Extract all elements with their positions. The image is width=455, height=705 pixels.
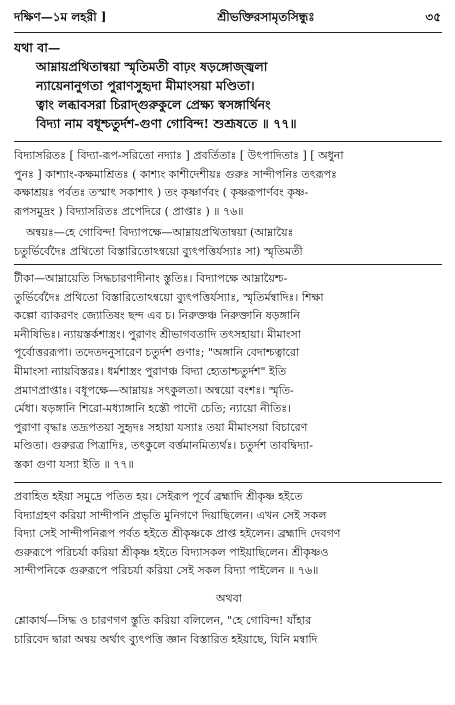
verse-intro: যথা বা—	[14, 40, 61, 55]
tika-block	[14, 270, 444, 475]
tika-line: প্রমাণপ্রাপ্তাঃ। বধূপক্ষে—আম্নায়ঃ সৎকুলতা। অন্বয়ো বংশঃ। স্মৃতি-	[14, 383, 294, 397]
anvaya-line: অন্বয়ঃ—হে গোবিন্দ! বিদ্যাপক্ষে—আম্নায়প্রথিতান্বয়া (আম্নায়ৈঃ	[26, 226, 294, 239]
prose-line: বিদ্যাসরিতঃ [ বিদ্যা-রূপ-সরিতো নদ্যাঃ ] প্রবর্তিতাঃ [ উৎপাদিতাঃ ] [ অধুনা	[14, 149, 344, 162]
prose-line: রূপসমুদ্রং ) বিদ্যাসরিতঃ প্রপেদিরে ( প্রাপ্তাঃ ) ॥ ৭৬॥	[14, 204, 244, 218]
commentary-prose	[14, 147, 444, 221]
shlokartha-line: চারিবেদ দ্বারা অন্বয় অর্থাৎ ব্যুৎপত্তি জ্ঞান বিস্তারিত হইয়াছে, যিনি মন্বাদি	[14, 632, 318, 646]
verse-line: বিদ্যা নাম বধূশ্চতুর্দশ-গুণা গোবিন্দ! শুশ্রূষতে ॥ ৭৭॥	[36, 116, 297, 131]
verse-line: ত্বাং লব্ধাবসরা চিরাদ্‌গুরুকুলে প্রেক্ষ্য স্বসঙ্গার্থিনং	[36, 97, 271, 112]
page-number: ৩৫	[425, 10, 441, 24]
prose-line: পুনঃ ] কাশ্যাং-কক্ষমাশ্রিতঃ ( কাশ্যং কাশীদেশীয়ঃ গুরুঃ সান্দীপনিঃ তৎরূপঃ	[14, 167, 337, 181]
section-rule	[14, 264, 442, 265]
bengali-translation	[14, 488, 444, 581]
translation-line: প্রবাহিত হইয়া সমুদ্রে পতিত হয়। সেইরূপ পূর্বে ব্রহ্মাদি শ্রীকৃষ্ণ হইতে	[14, 490, 303, 503]
prose-line: কক্ষাশ্রয়ঃ পর্বতঃ তস্মাৎ সকাশাৎ ) তং কৃষ্ণার্ণবং ( কৃষ্ণরূপার্ণবং কৃষ্ণ-	[14, 186, 309, 200]
tika-line: স্তকা গুণা যস্যা ইতি ॥ ৭৭॥	[14, 457, 134, 471]
translation-line: সান্দীপনিকে গুরুরূপে পরিচর্যা করিয়া সেই সকল বিদ্যা পাইলেন ॥ ৭৬॥	[14, 564, 319, 578]
tika-line: মণ্ডিতা। গুরুরত্র পিত্রাদিঃ, তৎকুলে বর্ত্তমানমিত্যর্থঃ। চতুর্দশ তাবদ্বিদ্যা-	[14, 439, 313, 453]
tika-line: র্মেধা। ষড়ঙ্গানি শিরো-মধ্যাঙ্গানি হস্তৌ পাদৌ চেতি; ন্যায়ো নীতিঃ।	[14, 402, 292, 416]
translation-line: গুরুরূপে পরিচর্যা করিয়া শ্রীকৃষ্ণ হইতে বিদ্যাসকল পাইয়াছিলেন। শ্রীকৃষ্ণও	[14, 545, 329, 559]
tika-line: মীমাংসা ন্যায়বিস্তরঃ। ধর্মশাস্ত্রং পুরাণঞ্চ বিদ্যা হ্যেতাশ্চতুর্দশ" ইতি	[14, 364, 287, 378]
running-header	[14, 8, 441, 30]
tika-line: টীকা—আম্নায়েতি সিদ্ধচারণাদীনাং স্তুতিঃ। বিদ্যাপক্ষে আম্নায়ৈশ্চ-	[14, 272, 288, 285]
athava-heading: অথবা	[216, 592, 242, 605]
header-rule	[14, 32, 442, 33]
verse-line: আম্নায়প্রথিতান্বয়া স্মৃতিমতী বাঢ়ং ষড়ঙ্গোজ্জ্বলা	[36, 59, 268, 74]
tika-line: কল্পো ব্যাকরণং জ্যোতিষং ছন্দ এব চ। নিরুক্তঞ্চ নিরুক্তানি ষড়ঙ্গানি	[14, 309, 300, 323]
tika-line: পূর্বোত্তররূপা। তদেতদনুসারেণ চতুর্দশ গুণাঃ; "অঙ্গানি বেদাশ্চত্বারো	[14, 346, 300, 360]
tika-line: তুর্ভির্বেদৈঃ প্রথিতো বিস্তারিতোঽন্বয়ো ব্যুৎপত্তির্যস্যাঃ, স্মৃতির্মন্বাদিঃ। শিক্ষা	[14, 290, 324, 304]
tika-line: পুরাণা বৃদ্ধাঃ তদ্রূপতয়া সুহৃদঃ সহায়া যস্যাঃ তয়া মীমাংসয়া বিচারেণ	[14, 420, 308, 434]
header-chapter: দক্ষিণ—১ম লহরী ]	[14, 10, 107, 24]
shlokartha-block	[14, 612, 444, 649]
translation-line: বিদ্যা সেই সান্দীপনিরূপ পর্বত হইতে শ্রীকৃষ্ণকে প্রাপ্ত হইলেন। ব্রহ্মাদি দেবগণ	[14, 527, 341, 541]
shlokartha-line: শ্লোকার্থ—সিদ্ধ ও চারণগণ স্তুতি করিয়া বলিলেন, "হে গোবিন্দ! যাঁহার	[14, 614, 312, 627]
verse-block	[14, 38, 444, 133]
verse-line: ন্যায়েনানুগতা পুরাণসুহৃদা মীমাংসয়া মণ্ডিতা।	[36, 78, 255, 93]
section-rule	[14, 482, 442, 483]
athava-heading-wrap	[14, 590, 444, 609]
translation-line: বিদ্যাগ্রহণ করিয়া সান্দীপনি প্রভৃতি মুনিগণে দিয়াছিলেন। এখন সেই সকল	[14, 508, 327, 522]
anvaya-block	[14, 224, 444, 261]
tika-line: মনীষিভিঃ। ন্যায়স্তর্কশাস্ত্রং। পুরাণং শ্রীভাগবতাদি তৎসহায়া। মীমাংসা	[14, 327, 301, 341]
anvaya-line: চতুর্ভির্বেদৈঃ প্রথিতো বিস্তারিতোঽন্বয়ো ব্যুৎপত্তির্যস্যাঃ সা) স্মৃতিমতী	[14, 244, 303, 258]
header-title: শ্রীভক্তিরসামৃতসিন্ধুঃ	[217, 10, 315, 24]
section-rule	[14, 141, 442, 142]
